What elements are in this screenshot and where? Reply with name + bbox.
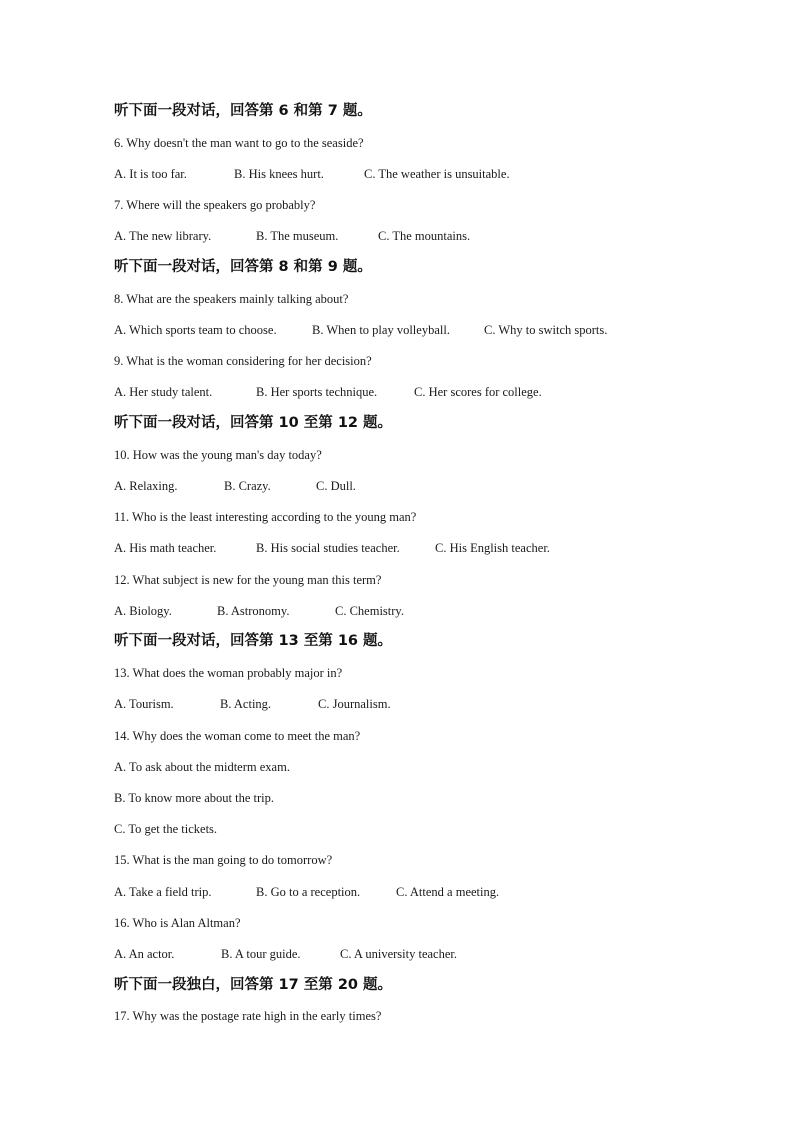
option-a: A. It is too far.	[114, 167, 187, 181]
question-text: 8. What are the speakers mainly talking about?	[114, 292, 349, 306]
option-a: A. To ask about the midterm exam.	[114, 760, 290, 774]
option-c: C. A university teacher.	[340, 947, 457, 961]
option-c: C. His English teacher.	[435, 541, 550, 555]
option-b: B. His social studies teacher.	[256, 541, 400, 555]
option-c: C. The mountains.	[378, 229, 471, 243]
option-b: B. Astronomy.	[217, 604, 290, 618]
option-b: B. To know more about the trip.	[114, 791, 274, 805]
option-a: A. The new library.	[114, 229, 212, 243]
question-text: 16. Who is Alan Altman?	[114, 916, 241, 930]
option-b: B. Crazy.	[224, 479, 271, 493]
option-a: A. Relaxing.	[114, 479, 178, 493]
section-heading: 听下面一段对话，回答第 10 至第 12 题。	[114, 415, 393, 431]
option-a: A. Tourism.	[114, 697, 174, 711]
option-a: A. Take a field trip.	[114, 885, 212, 899]
option-b: B. Go to a reception.	[256, 885, 361, 899]
question-text: 13. What does the woman probably major in?	[114, 666, 343, 680]
option-a: A. Biology.	[114, 604, 172, 618]
question-text: 10. How was the young man's day today?	[114, 448, 322, 462]
section-heading: 听下面一段对话，回答第 8 和第 9 题。	[114, 259, 372, 275]
option-a: A. An actor.	[114, 947, 175, 961]
question-text: 17. Why was the postage rate high in the early times?	[114, 1009, 382, 1023]
option-b: B. A tour guide.	[221, 947, 301, 961]
section-heading: 听下面一段独白，回答第 17 至第 20 题。	[114, 977, 393, 993]
option-c: C. Journalism.	[318, 697, 391, 711]
option-b: B. His knees hurt.	[234, 167, 324, 181]
option-a: A. Which sports team to choose.	[114, 323, 277, 337]
option-c: C. Chemistry.	[335, 604, 404, 618]
option-c: C. Dull.	[316, 479, 356, 493]
question-text: 9. What is the woman considering for her decision?	[114, 354, 372, 368]
option-c: C. Attend a meeting.	[396, 885, 500, 899]
question-text: 6. Why doesn't the man want to go to the seaside?	[114, 136, 364, 150]
option-b: B. Her sports technique.	[256, 385, 378, 399]
option-c: C. The weather is unsuitable.	[364, 167, 510, 181]
question-text: 7. Where will the speakers go probably?	[114, 198, 316, 212]
option-c: C. To get the tickets.	[114, 822, 218, 836]
option-b: B. When to play volleyball.	[312, 323, 450, 337]
option-b: B. Acting.	[220, 697, 272, 711]
option-c: C. Why to switch sports.	[484, 323, 608, 337]
question-text: 12. What subject is new for the young man this term?	[114, 573, 382, 587]
document-page	[114, 0, 754, 1123]
option-a: A. Her study talent.	[114, 385, 213, 399]
question-text: 11. Who is the least interesting according to the young man?	[114, 510, 417, 524]
question-text: 14. Why does the woman come to meet the man?	[114, 729, 361, 743]
option-a: A. His math teacher.	[114, 541, 217, 555]
section-heading: 听下面一段对话，回答第 6 和第 7 题。	[114, 103, 372, 119]
question-text: 15. What is the man going to do tomorrow?	[114, 853, 333, 867]
option-b: B. The museum.	[256, 229, 339, 243]
option-c: C. Her scores for college.	[414, 385, 542, 399]
section-heading: 听下面一段对话，回答第 13 至第 16 题。	[114, 633, 393, 649]
